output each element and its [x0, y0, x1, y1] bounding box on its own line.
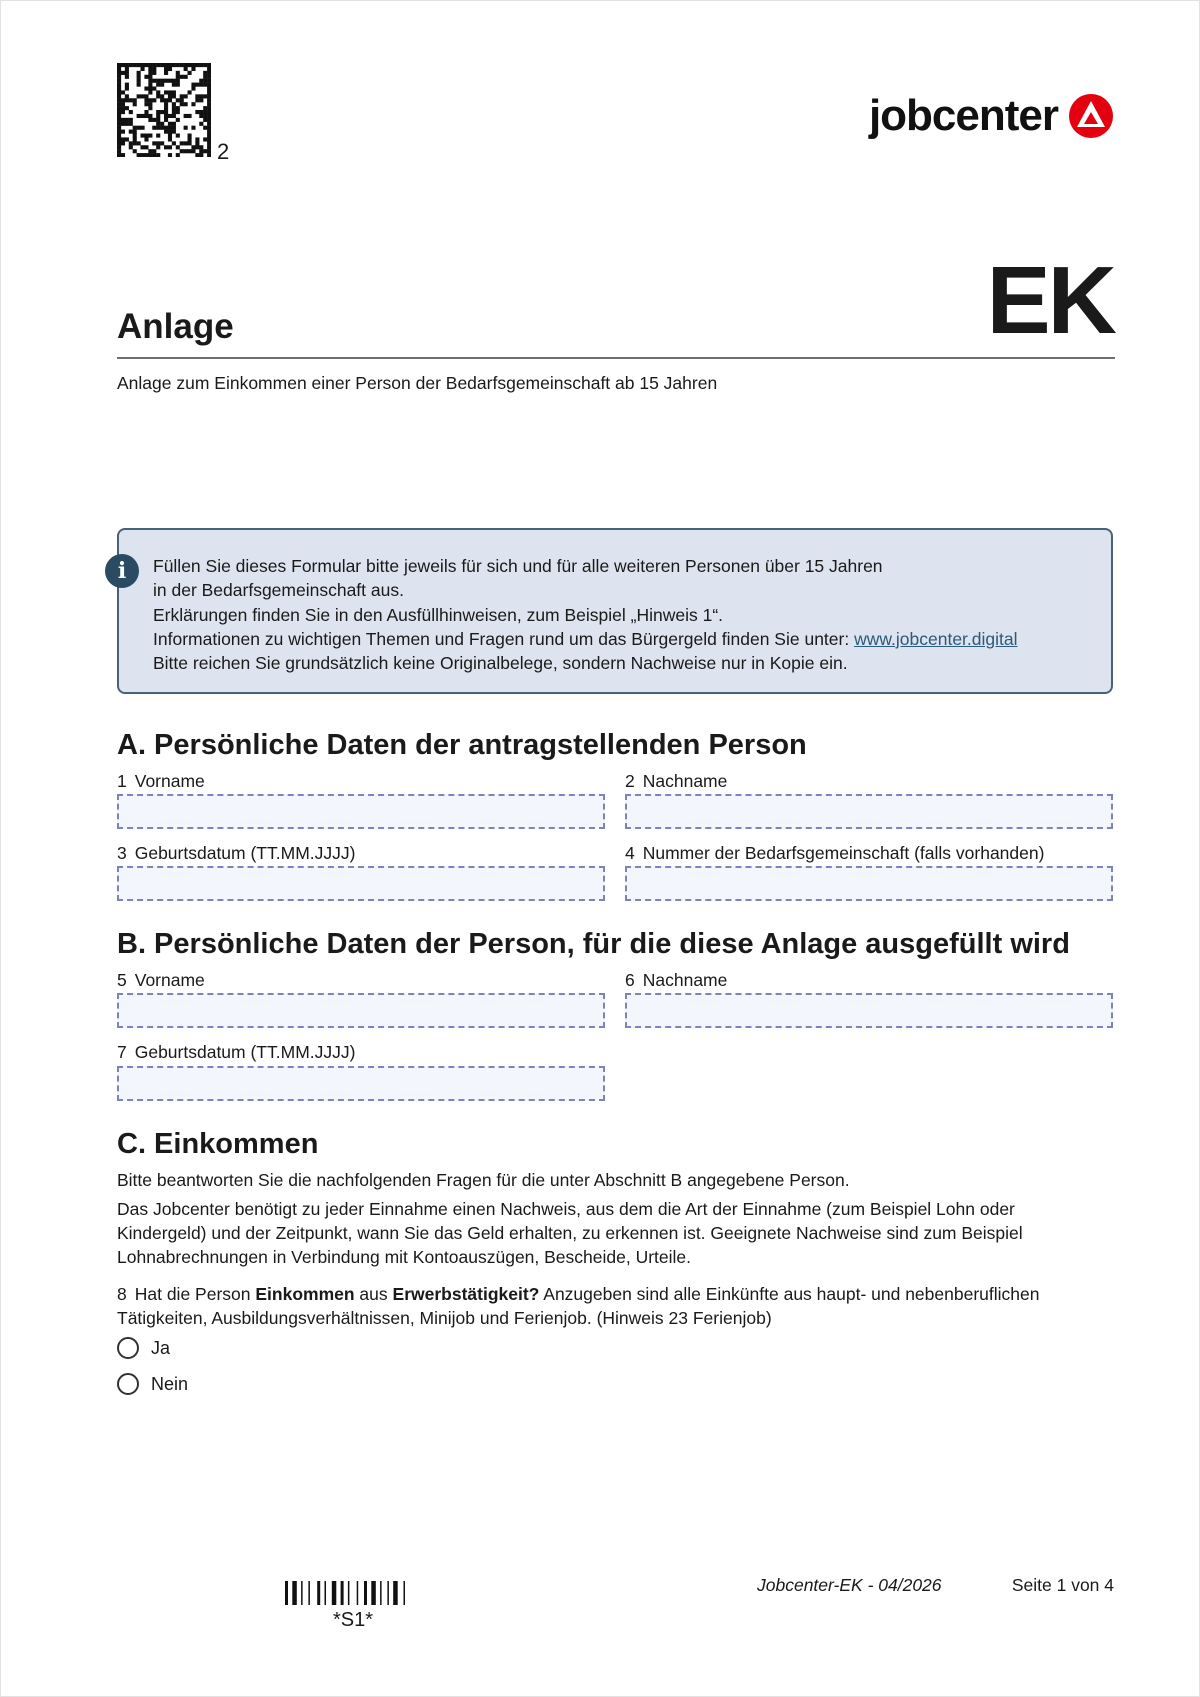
field-label-geburtsdatum-b: 7 Geburtsdatum (TT.MM.JJJJ) — [117, 1042, 356, 1062]
qr-code — [117, 63, 211, 157]
nachname-b-input[interactable] — [625, 993, 1113, 1028]
footer-page-number: Seite 1 von 4 — [1011, 1575, 1114, 1595]
logo-text: jobcenter — [868, 91, 1058, 140]
footer-form-id: Jobcenter-EK - 04/2026 — [757, 1575, 942, 1595]
info-line — [153, 627, 1091, 651]
section-c-title: C. Einkommen — [117, 1128, 319, 1160]
field-label-nachname-a: 2 Nachname — [625, 771, 728, 791]
radio-option-ja[interactable] — [117, 1337, 170, 1359]
arbeitsagentur-a-icon — [1068, 93, 1114, 139]
barcode — [285, 1581, 427, 1605]
field-label-vorname-b: 5 Vorname — [117, 970, 205, 990]
info-link-prefix: Informationen zu wichtigen Themen und Fragen rund um das Bürgergeld finden Sie unter: — [153, 628, 855, 649]
field-label-bg-nummer: 4 Nummer der Bedarfsgemeinschaft (falls vorhanden) — [625, 843, 1045, 863]
page-subtitle: Anlage zum Einkommen einer Person der Bedarfsgemeinschaft ab 15 Jahren — [117, 373, 718, 393]
section-c-paragraph: Das Jobcenter benötigt zu jeder Einnahme einen Nachweis, aus dem die Art der Einnahme (zum Beispiel Lohn oder Kindergeld) und der Zeitpunkt, wann Sie das Geld erhalten, zu erkennen ist. Geeignete Nachweise sind zum Beispiel Lohnabrechnungen in Verbindung mit Kontoauszügen, Bescheide, Urteile. — [117, 1199, 1023, 1267]
radio-label-nein: Nein — [151, 1373, 189, 1394]
section-c-intro: Bitte beantworten Sie die nachfolgenden Fragen für die unter Abschnitt B angegebene Person. — [117, 1170, 850, 1190]
radio-button-nein[interactable] — [117, 1373, 139, 1395]
question-8: 8 Hat die Person Einkommen aus Erwerbstätigkeit? Anzugeben sind alle Einkünfte aus haupt- und nebenberuflichen Tätigkeiten, Ausbildungsverhältnissen, Minijob und Ferienjob. (Hinweis 23 Ferienjob) — [117, 1284, 1040, 1328]
bg-nummer-input[interactable] — [625, 866, 1113, 901]
barcode-text: *S1* — [333, 1609, 374, 1631]
page-title: Anlage — [117, 307, 234, 346]
radio-label-ja: Ja — [151, 1337, 171, 1358]
section-a-title: A. Persönliche Daten der antragstellenden Person — [117, 729, 807, 761]
vorname-b-input[interactable] — [117, 993, 605, 1028]
jobcenter-logo — [869, 91, 1114, 141]
form-code: EK — [986, 247, 1114, 354]
info-line: Bitte reichen Sie grundsätzlich keine Originalbelege, sondern Nachweise nur in Kopie ein. — [153, 653, 848, 674]
field-label-vorname-a: 1 Vorname — [117, 771, 205, 791]
nachname-a-input[interactable] — [625, 794, 1113, 829]
qr-number: 2 — [217, 139, 230, 164]
info-line: Füllen Sie dieses Formular bitte jeweils für sich und für alle weiteren Personen über 15 Jahren — [153, 556, 883, 576]
geburtsdatum-b-input[interactable] — [117, 1066, 605, 1101]
field-label-geburtsdatum-a: 3 Geburtsdatum (TT.MM.JJJJ) — [117, 843, 356, 863]
info-box — [117, 528, 1113, 694]
jobcenter-digital-link[interactable]: www.jobcenter.digital — [854, 628, 1018, 649]
field-label-nachname-b: 6 Nachname — [625, 970, 728, 990]
vorname-a-input[interactable] — [117, 794, 605, 829]
radio-option-nein[interactable] — [117, 1373, 188, 1395]
info-line: Erklärungen finden Sie in den Ausfüllhinweisen, zum Beispiel „Hinweis 1“. — [153, 604, 724, 625]
geburtsdatum-a-input[interactable] — [117, 866, 605, 901]
info-icon: i — [105, 554, 139, 588]
radio-button-ja[interactable] — [117, 1337, 139, 1359]
section-b-title: B. Persönliche Daten der Person, für die diese Anlage ausgefüllt wird — [117, 928, 1070, 960]
title-divider — [117, 357, 1115, 359]
info-line: in der Bedarfsgemeinschaft aus. — [153, 580, 404, 601]
